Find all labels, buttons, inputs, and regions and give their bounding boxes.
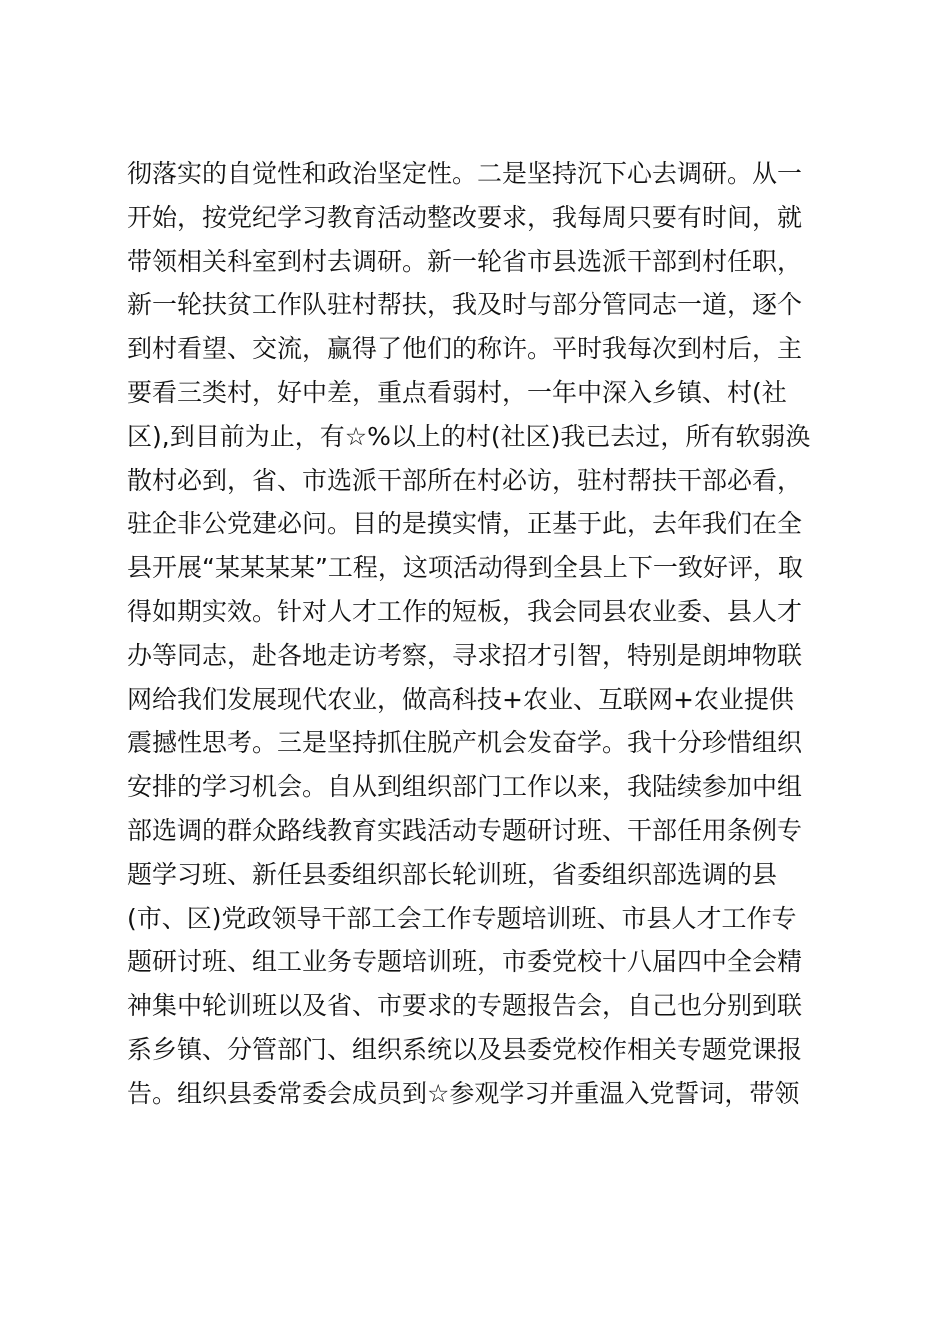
text-line: 网给我们发展现代农业，做高科技+农业、互联网+农业提供 bbox=[127, 684, 794, 714]
text-line: 震撼性思考。三是坚持抓住脱产机会发奋学。我十分珍惜组织 bbox=[127, 728, 803, 758]
text-line: 神集中轮训班以及省、市要求的专题报告会，自己也分别到联 bbox=[127, 991, 803, 1021]
text-line: 题学习班、新任县委组织部长轮训班，省委组织部选调的县 bbox=[127, 859, 778, 889]
text-line: 开始，按党纪学习教育活动整改要求，我每周只要有时间，就 bbox=[127, 202, 803, 232]
text-line: 彻落实的自觉性和政治坚定性。二是坚持沉下心去调研。从一 bbox=[127, 159, 803, 188]
text-line: 部选调的群众路线教育实践活动专题研讨班、干部任用条例专 bbox=[127, 815, 803, 845]
text-line: 区),到目前为止，有☆%以上的村(社区)我已去过，所有软弱涣 bbox=[127, 421, 811, 451]
text-line: 办等同志，赴各地走访考察，寻求招才引智，特别是朗坤物联 bbox=[127, 640, 803, 670]
text-line: 系乡镇、分管部门、组织系统以及县委党校作相关专题党课报 bbox=[127, 1034, 803, 1064]
text-line: 要看三类村，好中差，重点看弱村，一年中深入乡镇、村(社 bbox=[127, 377, 787, 407]
text-line: 带领相关科室到村去调研。新一轮省市县选派干部到村任职， bbox=[127, 246, 803, 276]
text-line: 到村看望、交流，赢得了他们的称许。平时我每次到村后，主 bbox=[127, 334, 803, 364]
text-line: (市、区)党政领导干部工会工作专题培训班、市县人才工作专 bbox=[127, 903, 797, 933]
text-line: 题研讨班、组工业务专题培训班，市委党校十八届四中全会精 bbox=[127, 947, 803, 977]
text-line: 散村必到，省、市选派干部所在村必访，驻村帮扶干部必看， bbox=[127, 465, 803, 495]
body-paragraph bbox=[127, 152, 827, 1116]
text-line: 安排的学习机会。自从到组织部门工作以来，我陆续参加中组 bbox=[127, 772, 803, 802]
text-line: 新一轮扶贫工作队驻村帮扶，我及时与部分管同志一道，逐个 bbox=[127, 290, 803, 320]
text-line: 告。组织县委常委会成员到☆参观学习并重温入党誓词，带领 bbox=[127, 1078, 800, 1108]
text-line: 县开展“某某某某”工程，这项活动得到全县上下一致好评，取 bbox=[127, 553, 803, 583]
text-line: 得如期实效。针对人才工作的短板，我会同县农业委、县人才 bbox=[127, 596, 803, 626]
text-line: 驻企非公党建必问。目的是摸实情，正基于此，去年我们在全 bbox=[127, 509, 803, 539]
